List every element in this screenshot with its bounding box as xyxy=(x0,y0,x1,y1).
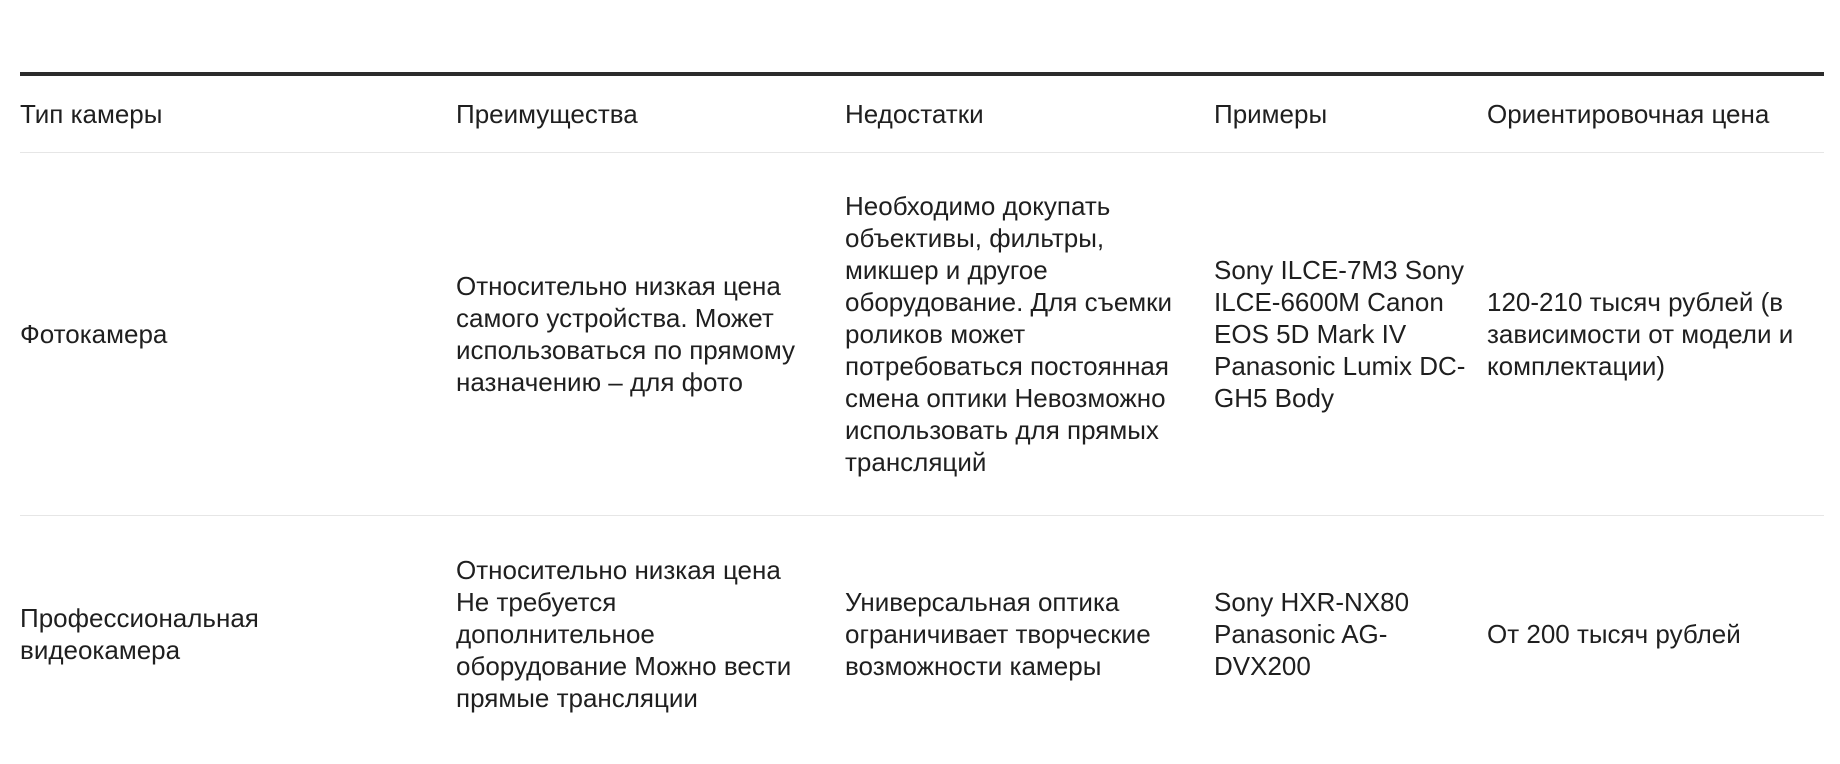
header-cons: Недостатки xyxy=(845,74,1214,153)
cell-pros-text: Относительно низкая цена Не требуется дополнительное оборудование Можно вести прямые трансляции xyxy=(456,555,792,713)
table-row xyxy=(20,153,1824,516)
cell-cons xyxy=(845,516,1214,753)
cell-price xyxy=(1487,153,1824,516)
cell-camera-type-text: Фотокамера xyxy=(20,319,168,349)
cell-pros xyxy=(456,516,845,753)
cell-examples xyxy=(1214,516,1487,753)
cell-camera-type-text: Профессиональная видеокамера xyxy=(20,603,259,665)
cell-examples xyxy=(1214,153,1487,516)
cell-price xyxy=(1487,516,1824,753)
cell-pros xyxy=(456,153,845,516)
table-row xyxy=(20,516,1824,753)
cell-cons-text: Необходимо докупать объективы, фильтры, микшер и другое оборудование. Для съемки роликов может потребоваться постоянная смена оптики Невозможно использовать для прямых трансляций xyxy=(845,191,1173,477)
cell-camera-type xyxy=(20,516,456,753)
cell-cons-text: Универсальная оптика ограничивает творческие возможности камеры xyxy=(845,587,1151,681)
camera-comparison-table xyxy=(20,72,1824,752)
cell-cons xyxy=(845,153,1214,516)
header-examples: Примеры xyxy=(1214,74,1487,153)
header-pros: Преимущества xyxy=(456,74,845,153)
table-header xyxy=(20,74,1824,153)
cell-price-text: От 200 тысяч рублей xyxy=(1487,619,1741,649)
header-camera-type: Тип камеры xyxy=(20,74,456,153)
cell-camera-type xyxy=(20,153,456,516)
cell-pros-text: Относительно низкая цена самого устройства. Может использоваться по прямому назначению – для фото xyxy=(456,271,796,397)
comparison-table-container xyxy=(20,72,1824,752)
cell-price-text: 120-210 тысяч рублей (в зависимости от модели и комплектации) xyxy=(1487,287,1794,381)
cell-examples-text: Sony ILCE-7M3 Sony ILCE-6600M Canon EOS 5D Mark IV Panasonic Lumix DC-GH5 Body xyxy=(1214,255,1466,413)
cell-examples-text: Sony HXR-NX80 Panasonic AG-DVX200 xyxy=(1214,587,1410,681)
table-header-row xyxy=(20,74,1824,153)
table-body xyxy=(20,153,1824,753)
header-price: Ориентировочная цена xyxy=(1487,74,1824,153)
